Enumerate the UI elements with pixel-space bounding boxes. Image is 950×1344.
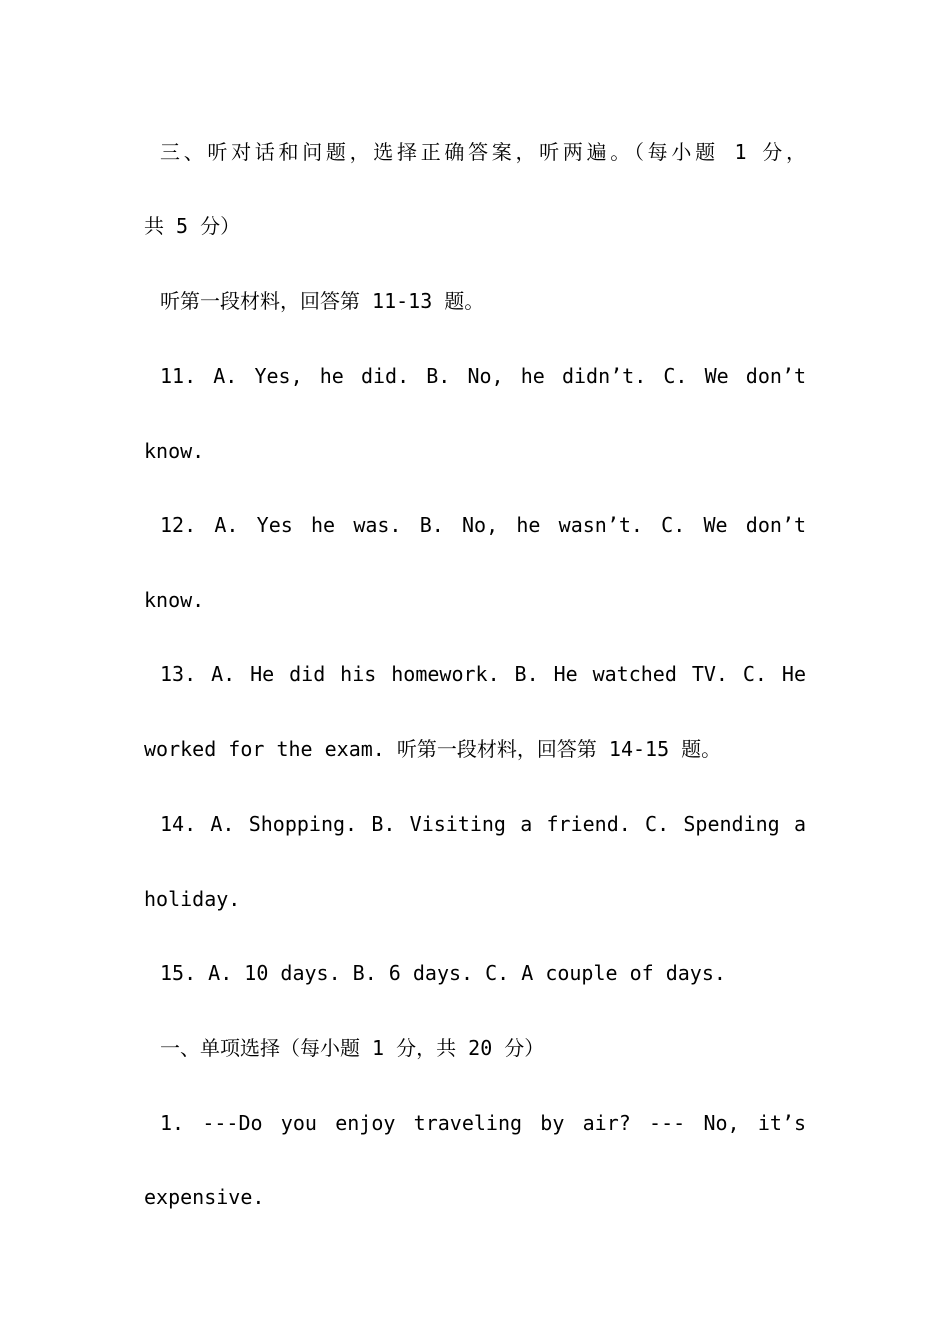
- question-12-continued: know.: [144, 588, 205, 612]
- material-one-instruction: 听第一段材料，回答第 11-13 题。: [160, 289, 485, 313]
- question-14: 14. A. Shopping. B. Visiting a friend. C. Spending a: [160, 812, 806, 836]
- section-three-heading: 三、听对话和问题，选择正确答案，听两遍。（每小题 1 分，: [160, 140, 806, 164]
- question-1: 1. ---Do you enjoy traveling by air? --- No, it’s: [160, 1111, 806, 1135]
- question-14-continued: holiday.: [144, 887, 241, 911]
- section-three-heading-continued: 共 5 分）: [144, 214, 241, 238]
- section-one-heading: 一、单项选择（每小题 1 分，共 20 分）: [160, 1036, 545, 1060]
- question-11: 11. A. Yes, he did. B. No, he didn’t. C. We don’t: [160, 364, 806, 388]
- question-13: 13. A. He did his homework. B. He watched TV. C. He: [160, 662, 806, 686]
- question-11-continued: know.: [144, 439, 205, 463]
- question-15: 15. A. 10 days. B. 6 days. C. A couple of days.: [160, 961, 726, 985]
- question-13-continued: worked for the exam. 听第一段材料，回答第 14-15 题。: [144, 737, 722, 761]
- question-1-continued: expensive.: [144, 1185, 265, 1209]
- question-12: 12. A. Yes he was. B. No, he wasn’t. C. We don’t: [160, 513, 806, 537]
